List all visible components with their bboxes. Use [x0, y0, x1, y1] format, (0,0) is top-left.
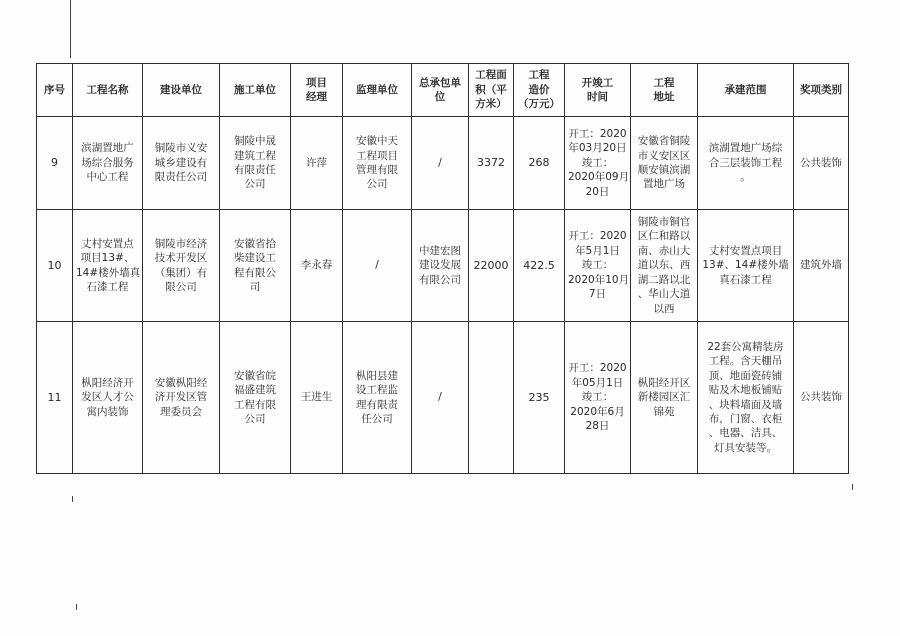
cell-text-line: 项目13#、	[80, 252, 135, 265]
cell-text-line: 公司	[366, 178, 388, 191]
cell-text-line: 中心工程	[86, 171, 129, 184]
project-table	[36, 63, 849, 474]
cell-builder	[220, 210, 291, 322]
cell-text-line: 、华山大道	[637, 288, 691, 301]
table-row	[37, 322, 849, 474]
cell-general	[412, 210, 469, 322]
cell-period	[565, 322, 631, 474]
cell-text-line: 中建宏图	[419, 244, 461, 257]
header-text-line: 经理	[306, 91, 327, 103]
header-text-line: 位	[434, 91, 446, 103]
cell-builder	[220, 322, 291, 474]
cell-cost	[514, 117, 565, 210]
cell-text-line: 市义安区区	[637, 149, 691, 162]
cell-text-line: 滨湖置地广	[81, 142, 134, 155]
cell-award	[794, 322, 849, 474]
cell-general	[412, 322, 469, 474]
header-text-line: 工程名称	[86, 83, 129, 96]
table-header-row	[37, 64, 849, 117]
cell-seq	[37, 322, 73, 474]
header-text-line: 工程	[653, 76, 675, 89]
cell-supervisor	[343, 117, 412, 210]
cell-text-line: 22000	[473, 258, 509, 272]
cell-text-line: 工程。含天棚吊	[708, 355, 783, 368]
cell-text-line: 工程项目	[356, 149, 398, 162]
scan-artifact-dot-right	[852, 484, 853, 490]
table-row	[37, 210, 849, 322]
scan-artifact-dot-bottom	[76, 604, 77, 610]
scan-artifact-line-top	[70, 0, 71, 58]
cell-seq	[37, 117, 73, 210]
cell-text-line: 14#楼外墙真	[76, 266, 141, 279]
cell-text-line: 、电器、洁具、	[708, 427, 783, 440]
cell-text-line: 司	[249, 280, 261, 293]
cell-text-line: 理有限责	[356, 398, 398, 411]
cell-text-line: 道以东、西	[637, 259, 691, 272]
cell-text-line: 建筑工程	[234, 149, 276, 162]
header-text-line: 方米）	[475, 98, 507, 111]
cell-text-line: 王进生	[300, 391, 333, 404]
cell-text-line: 安徽省皖	[234, 369, 276, 382]
cell-text-line: 有限责任	[234, 164, 276, 176]
cell-text-line: 理委员会	[160, 405, 202, 418]
cell-text-line: 公共装饰	[800, 391, 842, 404]
cell-text-line: 铜陵市铜官	[637, 215, 691, 228]
header-text-line: （万元）	[518, 98, 560, 111]
cell-area	[469, 210, 514, 322]
header-text-line: 开竣工	[581, 76, 614, 89]
cell-manager	[291, 322, 343, 474]
cell-text-line: 有限公司	[419, 273, 461, 286]
column-header-general	[412, 64, 469, 117]
header-text-line: 积（平	[475, 83, 507, 96]
cell-period	[565, 210, 631, 322]
cell-text-line: 贴及木地板铺贴	[708, 384, 783, 397]
cell-text-line: 9	[51, 156, 58, 170]
cell-address	[631, 117, 698, 210]
cell-text-line: 开工：2020	[568, 127, 627, 140]
column-header-owner	[143, 64, 220, 117]
cell-text-line: 2020年6月	[570, 405, 625, 418]
column-header-cost	[514, 64, 565, 117]
cell-text-line: 李永春	[300, 259, 333, 272]
cell-text-line: 南、赤山大	[637, 244, 691, 257]
cell-text-line: 竣工：	[581, 156, 614, 169]
column-header-manager	[291, 64, 343, 117]
cell-text-line: 任公司	[361, 412, 393, 425]
cell-text-line: （集团）有	[154, 266, 208, 279]
cell-text-line: 铜陵市义安	[154, 142, 208, 155]
cell-text-line: 年05月1日	[571, 376, 624, 389]
cell-text-line: 28日	[585, 420, 610, 433]
cell-text-line: 11	[47, 390, 62, 404]
header-text-line: 工程面	[475, 69, 507, 82]
cell-owner	[143, 322, 220, 474]
column-header-area	[469, 64, 514, 117]
header-text-line: 工程	[528, 69, 550, 82]
cell-text-line: 开工：2020	[568, 362, 627, 375]
header-text-line: 总承包单	[419, 76, 461, 89]
cell-cost	[514, 210, 565, 322]
cell-supervisor	[343, 210, 412, 322]
column-header-supervisor	[343, 64, 412, 117]
cell-manager	[291, 117, 343, 210]
cell-cost	[514, 322, 565, 474]
cell-text-line: 枞阳经济开	[81, 376, 134, 389]
cell-text-line: 7日	[588, 288, 607, 301]
cell-area	[469, 322, 514, 474]
cell-text-line: 竣工：	[581, 391, 614, 404]
cell-text-line: 。	[740, 171, 751, 184]
cell-text-line: 场综合服务	[81, 156, 134, 169]
cell-text-line: 13#、14#楼外墙	[702, 259, 789, 272]
cell-supervisor	[343, 322, 412, 474]
cell-text-line: 安徽省拾	[234, 237, 276, 250]
scan-artifact-dot-left	[72, 496, 73, 502]
cell-text-line: 合三层装饰工程	[708, 156, 783, 169]
cell-text-line: 灯具安装等。	[714, 441, 777, 454]
cell-text-line: 新楼园区汇	[637, 391, 691, 404]
cell-text-line: 顶、地面瓷砖铺	[708, 369, 783, 382]
cell-text-line: 区仁和路以	[637, 230, 691, 243]
cell-text-line: 布，门窗、衣柜	[708, 412, 783, 425]
cell-text-line: 建设发展	[419, 259, 461, 272]
cell-text-line: 10	[47, 258, 62, 272]
cell-text-line: 竣工：	[581, 259, 614, 272]
cell-text-line: 安徽枞阳经	[154, 376, 208, 389]
cell-text-line: 城乡建设有	[154, 156, 208, 169]
cell-text-line: 真石漆工程	[719, 273, 772, 286]
cell-text-line: 限公司	[165, 280, 197, 293]
cell-text-line: 铜陵市经济	[154, 237, 208, 250]
header-text-line: 承建范围	[724, 83, 767, 96]
cell-text-line: 丈村安置点	[81, 237, 134, 250]
cell-text-line: /	[375, 259, 379, 272]
cell-text-line: 顺安镇滨湖	[637, 164, 691, 176]
cell-text-line: 滨湖置地广场综	[708, 142, 783, 155]
header-text-line: 地址	[653, 91, 675, 103]
cell-scope	[698, 322, 794, 474]
cell-text-line: 公司	[244, 412, 266, 425]
cell-text-line: 福盛建筑	[234, 384, 276, 397]
cell-text-line: 公司	[244, 178, 266, 191]
cell-text-line: 年03月20日	[568, 142, 627, 155]
header-text-line: 奖项类别	[800, 83, 842, 96]
cell-text-line: 工程有限	[234, 398, 276, 411]
column-header-award	[794, 64, 849, 117]
cell-text-line: 置地广场	[643, 178, 685, 191]
cell-manager	[291, 210, 343, 322]
cell-text-line: 铜陵中晟	[234, 135, 276, 148]
cell-scope	[698, 210, 794, 322]
table-row	[37, 117, 849, 210]
cell-text-line: /	[438, 391, 442, 404]
cell-text-line: 锦苑	[653, 405, 675, 418]
cell-text-line: 湖二路以北	[637, 273, 691, 286]
cell-text-line: 枞阳县建	[356, 369, 398, 382]
header-text-line: 建设单位	[160, 83, 202, 96]
cell-text-line: /	[438, 156, 442, 169]
cell-text-line: 济开发区管	[154, 391, 208, 404]
cell-text-line: 、块料墙面及墙	[708, 398, 783, 411]
header-text-line: 施工单位	[234, 83, 276, 96]
cell-text-line: 年5月1日	[575, 244, 620, 257]
cell-text-line: 管理有限	[356, 164, 398, 176]
cell-name	[73, 117, 143, 210]
cell-seq	[37, 210, 73, 322]
cell-text-line: 公共装饰	[800, 156, 842, 169]
cell-owner	[143, 210, 220, 322]
cell-name	[73, 322, 143, 474]
cell-text-line: 20日	[585, 185, 610, 198]
cell-owner	[143, 117, 220, 210]
cell-scope	[698, 117, 794, 210]
cell-text-line: 2020年10月	[568, 273, 630, 286]
header-text-line: 造价	[528, 83, 550, 96]
cell-text-line: 技术开发区	[154, 252, 208, 265]
cell-text-line: 柴建设工	[234, 252, 276, 265]
column-header-builder	[220, 64, 291, 117]
cell-text-line: 22套公寓精装房	[707, 340, 784, 353]
cell-text-line: 开工：2020	[568, 230, 627, 243]
cell-text-line: 安徽中天	[356, 135, 398, 148]
cell-text-line: 268	[528, 156, 550, 170]
cell-address	[631, 322, 698, 474]
cell-text-line: 以西	[653, 302, 675, 315]
cell-name	[73, 210, 143, 322]
cell-text-line: 3372	[477, 156, 505, 170]
cell-text-line: 枞阳经开区	[637, 376, 691, 389]
cell-text-line: 石漆工程	[86, 280, 129, 293]
cell-text-line: 422.5	[523, 258, 555, 272]
cell-text-line: 发区人才公	[81, 391, 134, 404]
column-header-scope	[698, 64, 794, 117]
column-header-address	[631, 64, 698, 117]
header-text-line: 监理单位	[356, 83, 398, 96]
cell-general	[412, 117, 469, 210]
cell-text-line: 限责任公司	[154, 171, 208, 184]
cell-text-line: 2020年09月	[568, 171, 630, 184]
cell-area	[469, 117, 514, 210]
cell-text-line: 程有限公	[234, 266, 276, 279]
cell-builder	[220, 117, 291, 210]
cell-text-line: 设工程监	[356, 384, 398, 397]
cell-award	[794, 210, 849, 322]
header-text-line: 序号	[44, 83, 65, 96]
cell-award	[794, 117, 849, 210]
header-text-line: 项目	[306, 76, 327, 89]
header-text-line: 时间	[587, 91, 608, 103]
cell-text-line: 建筑外墙	[800, 259, 842, 272]
column-header-name	[73, 64, 143, 117]
cell-text-line: 丈村安置点项目	[708, 244, 783, 257]
cell-text-line: 安徽省铜陵	[637, 135, 691, 148]
column-header-seq	[37, 64, 73, 117]
cell-text-line: 235	[528, 390, 550, 404]
cell-text-line: 许萍	[306, 156, 327, 169]
cell-text-line: 寓内装饰	[86, 405, 129, 418]
column-header-period	[565, 64, 631, 117]
cell-address	[631, 210, 698, 322]
cell-period	[565, 117, 631, 210]
